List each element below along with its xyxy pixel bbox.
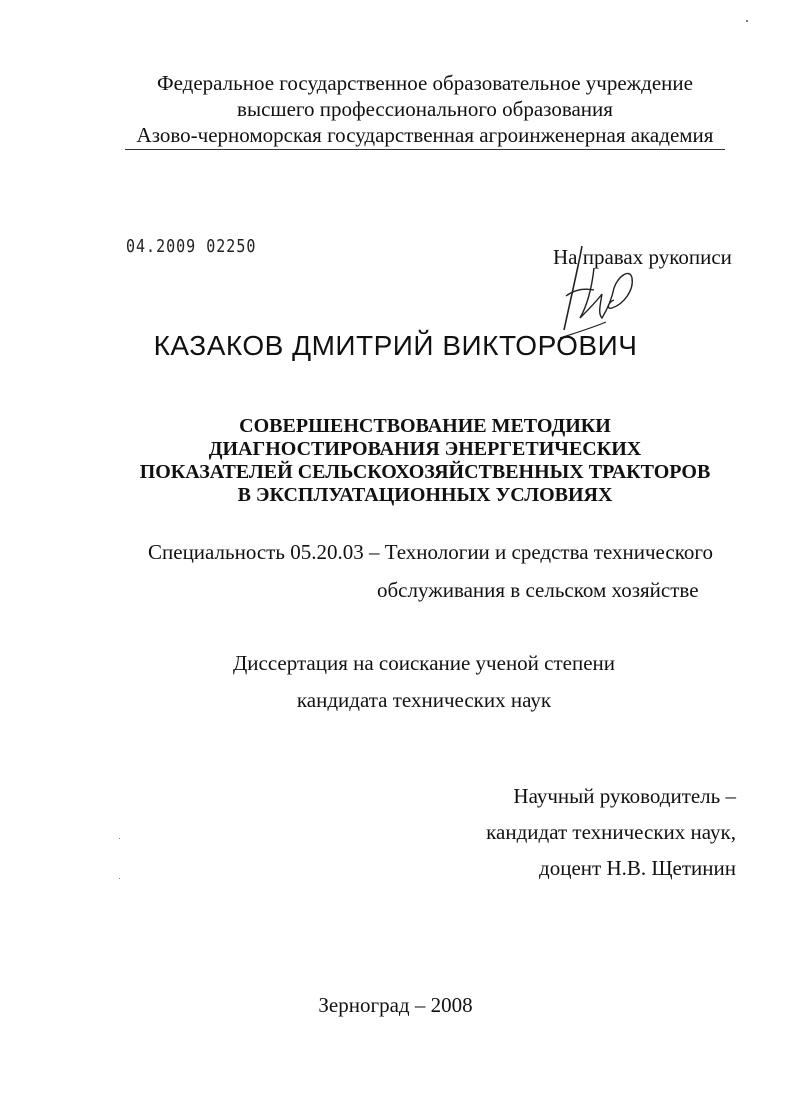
scientific-advisor [486, 778, 736, 886]
scan-speck [119, 838, 120, 839]
advisor-line-1: Научный руководитель – [513, 784, 736, 808]
advisor-line-3: доцент Н.В. Щетинин [539, 856, 736, 880]
author-name: КАЗАКОВ ДМИТРИЙ ВИКТОРОВИЧ [153, 330, 638, 361]
specialty-line-2: обслуживания в сельском хозяйстве [377, 578, 699, 602]
degree-line-1: Диссертация на соискание ученой степени [232, 651, 616, 675]
institution-line-2: высшего профессионального образования [237, 97, 613, 121]
specialty-line-1: Специальность 05.20.03 – Технологии и средства технического [148, 540, 713, 564]
scan-speck [119, 878, 120, 879]
advisor-line-2: кандидат технических наук, [486, 820, 736, 844]
dissertation-title [60, 415, 790, 507]
handwritten-signature [552, 238, 642, 343]
degree-statement [200, 645, 648, 719]
scan-speck [746, 20, 748, 22]
title-line-1: СОВЕРШЕНСТВОВАНИЕ МЕТОДИКИ [239, 415, 611, 437]
title-line-2: ДИАГНОСТИРОВАНИЯ ЭНЕРГЕТИЧЕСКИХ [208, 438, 642, 460]
header-divider [125, 149, 725, 150]
title-line-4: В ЭКСПЛУАТАЦИОННЫХ УСЛОВИЯХ [237, 484, 613, 506]
institution-header [70, 70, 780, 148]
registration-stamp: 04.2009 02250 [126, 235, 257, 257]
title-line-3: ПОКАЗАТЕЛЕЙ СЕЛЬСКОХОЗЯЙСТВЕННЫХ ТРАКТОРОВ [139, 461, 711, 483]
institution-line-1: Федеральное государственное образовательное учреждение [157, 71, 693, 95]
manuscript-rights-note: На правах рукописи [553, 245, 732, 269]
place-and-year: Зерноград – 2008 [318, 993, 473, 1017]
institution-line-3: Азово-черноморская государственная агроинженерная академия [136, 123, 714, 147]
degree-line-2: кандидата технических наук [296, 688, 552, 712]
